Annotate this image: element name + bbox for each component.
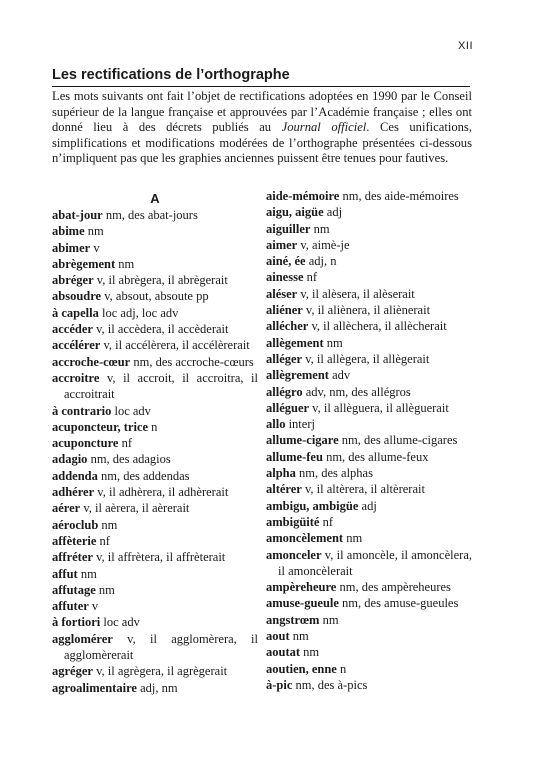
dictionary-entry	[52, 223, 258, 239]
entry-grammar: adj	[323, 205, 343, 220]
entry-headword: agglomérer	[52, 631, 113, 646]
entry-headword: aléser	[266, 286, 298, 301]
intro-emphasis: Journal officiel	[281, 120, 367, 135]
entry-headword: amonceler	[266, 547, 322, 562]
dictionary-entry	[52, 240, 258, 256]
entry-headword: aérer	[52, 501, 81, 516]
entry-grammar: nm, des allume-feux	[322, 449, 429, 464]
entry-grammar: adv	[328, 368, 351, 383]
entry-headword: amuse-gueule	[266, 596, 339, 611]
dictionary-entry	[266, 547, 472, 580]
dictionary-entry	[266, 661, 472, 677]
intro-text-end: . Ces unifications, simplifications et modifications modérées de l’orthographe présentées ci-dessous n’impliquent pas que les graphies anciennes puissent être tenues pour fautives.	[52, 120, 472, 166]
entry-grammar: nm, des alphas	[295, 466, 373, 481]
dictionary-entry	[266, 432, 472, 448]
entry-headword: adagio	[52, 452, 88, 467]
dictionary-entry	[266, 204, 472, 220]
dictionary-entry	[266, 498, 472, 514]
entry-headword: aoutien, enne	[266, 661, 337, 676]
section-letter: A	[150, 191, 160, 206]
dictionary-entry	[266, 253, 472, 269]
dictionary-entry	[52, 484, 258, 500]
dictionary-entry	[52, 533, 258, 549]
dictionary-entry	[52, 500, 258, 516]
dictionary-entry	[52, 582, 258, 598]
dictionary-entry	[52, 321, 258, 337]
dictionary-entry	[52, 419, 258, 435]
entry-grammar: nm, des adagios	[87, 452, 171, 467]
entry-grammar: nm	[319, 612, 339, 627]
section-title: Les rectifications de l’orthographe	[52, 67, 470, 87]
page-number: XII	[458, 40, 473, 52]
dictionary-entry	[52, 468, 258, 484]
entry-headword: abat-jour	[52, 208, 103, 222]
intro-text-start: Les mots suivants ont fait l’objet de rectifications adoptées en 1990 par le Conseil supérieur de la langue française et approuvées par l’Académie française ; elles ont donné lieu à des décrets publiés au	[52, 89, 472, 135]
entry-headword: allo	[266, 417, 286, 432]
entry-grammar: nf	[96, 533, 110, 548]
dictionary-entry	[266, 595, 472, 611]
dictionary-entry	[266, 351, 472, 367]
entry-headword: amoncèlement	[266, 531, 344, 546]
dictionary-entry	[52, 549, 258, 565]
dictionary-entry	[52, 680, 258, 696]
entry-headword: à fortiori	[52, 615, 101, 630]
entry-grammar: v, aimè-je	[297, 237, 350, 252]
dictionary-entry	[266, 449, 472, 465]
dictionary-entry	[52, 435, 258, 451]
entry-grammar: interj	[285, 417, 315, 432]
entry-grammar: v	[88, 599, 99, 614]
entry-headword: acuponcteur, trice	[52, 419, 149, 434]
entry-headword: altérer	[266, 482, 302, 497]
entry-grammar: v, il adhèrera, il adhèrerait	[94, 485, 229, 500]
entry-headword: ambigüité	[266, 514, 320, 529]
entry-grammar: nm, des amuse-gueules	[338, 596, 459, 611]
entry-headword: ampèreheure	[266, 580, 337, 595]
entry-headword: allègrement	[266, 368, 329, 383]
dictionary-entry	[52, 663, 258, 679]
entry-grammar: v, il aliènera, il aliènerait	[302, 303, 431, 318]
dictionary-entry	[266, 237, 472, 253]
entry-grammar: v, il abrègera, il abrègerait	[93, 273, 228, 288]
entry-headword: adhérer	[52, 485, 95, 500]
dictionary-entry	[266, 514, 472, 530]
dictionary-entry	[266, 481, 472, 497]
dictionary-entry	[266, 384, 472, 400]
dictionary-entry	[266, 269, 472, 285]
entry-grammar: adj, n	[305, 254, 337, 269]
entry-grammar: nm	[84, 224, 104, 239]
entry-grammar: nm, des à-pics	[292, 677, 368, 692]
dictionary-entry	[266, 465, 472, 481]
entry-headword: à-pic	[266, 677, 293, 692]
dictionary-entry	[52, 256, 258, 272]
left-column	[52, 190, 258, 696]
entry-headword: affutage	[52, 582, 96, 597]
entry-grammar: v, il agrègera, il agrègerait	[92, 664, 228, 679]
dictionary-entry	[52, 354, 258, 370]
entry-grammar: nm, des abat-jours	[102, 208, 198, 222]
entry-grammar: nm, des allume-cigares	[338, 433, 458, 448]
entry-headword: aoutat	[266, 645, 301, 660]
entry-grammar: v, il allèguera, il allèguerait	[309, 400, 449, 415]
entry-grammar: adj, nm	[136, 680, 178, 695]
entry-grammar: v, il aèrera, il aèrerait	[80, 501, 190, 516]
entry-grammar: nm	[343, 531, 363, 546]
entry-headword: absoudre	[52, 289, 102, 304]
dictionary-entry	[52, 566, 258, 582]
entry-grammar: nm	[289, 629, 309, 644]
entry-headword: abrègement	[52, 256, 116, 271]
dictionary-entry	[266, 677, 472, 693]
entry-grammar: n	[336, 661, 347, 676]
entry-grammar: loc adj, loc adv	[98, 305, 179, 320]
entry-headword: allume-cigare	[266, 433, 339, 448]
entry-headword: accéder	[52, 322, 93, 337]
dictionary-entry	[266, 335, 472, 351]
entry-headword: allègement	[266, 335, 324, 350]
entry-grammar: nm	[310, 221, 330, 236]
dictionary-entry	[52, 305, 258, 321]
entry-headword: abime	[52, 224, 85, 239]
entry-grammar: v, il accèdera, il accèderait	[92, 322, 229, 337]
entry-headword: ainesse	[266, 270, 304, 285]
dictionary-entry	[52, 337, 258, 353]
entry-grammar: nm	[323, 335, 343, 350]
entry-grammar: nm	[95, 582, 115, 597]
dictionary-entry	[52, 288, 258, 304]
entry-headword: acuponcture	[52, 436, 119, 451]
intro-paragraph	[52, 89, 472, 167]
dictionary-entry	[52, 614, 258, 630]
dictionary-entry	[266, 367, 472, 383]
entry-grammar: nf	[118, 436, 132, 451]
entry-headword: affut	[52, 566, 78, 581]
dictionary-entry	[52, 598, 258, 614]
entry-headword: alléger	[266, 351, 303, 366]
entry-headword: accélérer	[52, 338, 101, 353]
entry-headword: alpha	[266, 466, 296, 481]
entry-grammar: v	[90, 240, 100, 255]
entry-grammar: loc adv	[100, 615, 140, 630]
entry-headword: angstrœm	[266, 612, 320, 627]
entry-headword: à contrario	[52, 403, 112, 418]
right-column	[266, 188, 472, 693]
entry-headword: aiguiller	[266, 221, 311, 236]
entry-grammar: adv, nm, des allégros	[302, 384, 411, 399]
dictionary-entry	[52, 272, 258, 288]
dictionary-entry	[52, 517, 258, 533]
entry-grammar: nm, des ampèreheures	[336, 580, 451, 595]
entry-headword: aout	[266, 629, 290, 644]
entry-grammar: v, il allèchera, il allècherait	[308, 319, 447, 334]
entry-headword: allécher	[266, 319, 309, 334]
entry-grammar: v, il allègera, il allègerait	[302, 351, 430, 366]
entry-grammar: nf	[319, 514, 334, 529]
entry-headword: à capella	[52, 305, 99, 320]
entry-grammar: n	[148, 419, 158, 434]
entry-headword: affèterie	[52, 533, 97, 548]
entry-headword: allume-feu	[266, 449, 323, 464]
entry-headword: aigu, aigüe	[266, 205, 324, 220]
entry-grammar: nm	[300, 645, 320, 660]
dictionary-entry	[52, 451, 258, 467]
entry-headword: aimer	[266, 237, 298, 252]
dictionary-entry	[266, 579, 472, 595]
entry-grammar: nm	[77, 566, 97, 581]
entry-grammar: nm, des accroche-cœurs	[130, 354, 254, 369]
entry-headword: abimer	[52, 240, 91, 255]
entry-headword: accroitre	[52, 370, 100, 385]
entry-headword: aéroclub	[52, 517, 99, 532]
entry-headword: aide-mémoire	[266, 189, 340, 203]
entry-grammar: v, il alèsera, il alèserait	[297, 286, 415, 301]
dictionary-entry	[52, 631, 258, 664]
entry-grammar: v, absout, absoute pp	[101, 289, 209, 304]
dictionary-entry	[266, 188, 472, 204]
entry-headword: affuter	[52, 599, 89, 614]
entry-grammar: v, il accroit, il accroitra, il accroitrait	[64, 370, 258, 402]
entry-grammar: loc adv	[111, 403, 151, 418]
entry-headword: alléguer	[266, 400, 310, 415]
dictionary-entry	[266, 416, 472, 432]
dictionary-entry	[266, 318, 472, 334]
entry-headword: ambigu, ambigüe	[266, 498, 359, 513]
entry-grammar: v, il altèrera, il altèrerait	[301, 482, 425, 497]
entry-headword: addenda	[52, 468, 98, 483]
entry-grammar: adj	[358, 498, 377, 513]
entry-grammar: nm, des addendas	[97, 468, 190, 483]
dictionary-entry	[52, 370, 258, 403]
entry-headword: aliéner	[266, 303, 303, 318]
entry-grammar: nm	[115, 256, 135, 271]
dictionary-entry	[266, 400, 472, 416]
entry-grammar: v, il agglomèrera, il agglomèrerait	[64, 631, 258, 663]
entry-headword: affréter	[52, 550, 93, 565]
dictionary-entry	[52, 403, 258, 419]
entry-grammar: nm, des aide-mémoires	[339, 189, 459, 203]
entry-headword: agroalimentaire	[52, 680, 137, 695]
entry-grammar: v, il accélèrera, il accélèrerait	[100, 338, 250, 353]
dictionary-entry	[266, 530, 472, 546]
dictionary-entry	[266, 286, 472, 302]
dictionary-entry	[266, 302, 472, 318]
entry-grammar: v, il amoncèle, il amoncèlera, il amoncèlerait	[278, 547, 472, 578]
entry-headword: accroche-cœur	[52, 354, 131, 369]
entry-headword: allégro	[266, 384, 303, 399]
entry-headword: ainé, ée	[266, 254, 306, 269]
entry-grammar: v, il affrètera, il affrèterait	[92, 550, 226, 565]
entry-grammar: nf	[303, 270, 318, 285]
entry-grammar: nm	[98, 517, 118, 532]
dictionary-entry	[266, 221, 472, 237]
dictionary-entry	[266, 644, 472, 660]
dictionary-entry	[266, 612, 472, 628]
entry-headword: abréger	[52, 273, 94, 288]
dictionary-entry	[52, 207, 258, 223]
dictionary-entry	[266, 628, 472, 644]
entry-headword: agréger	[52, 664, 93, 679]
